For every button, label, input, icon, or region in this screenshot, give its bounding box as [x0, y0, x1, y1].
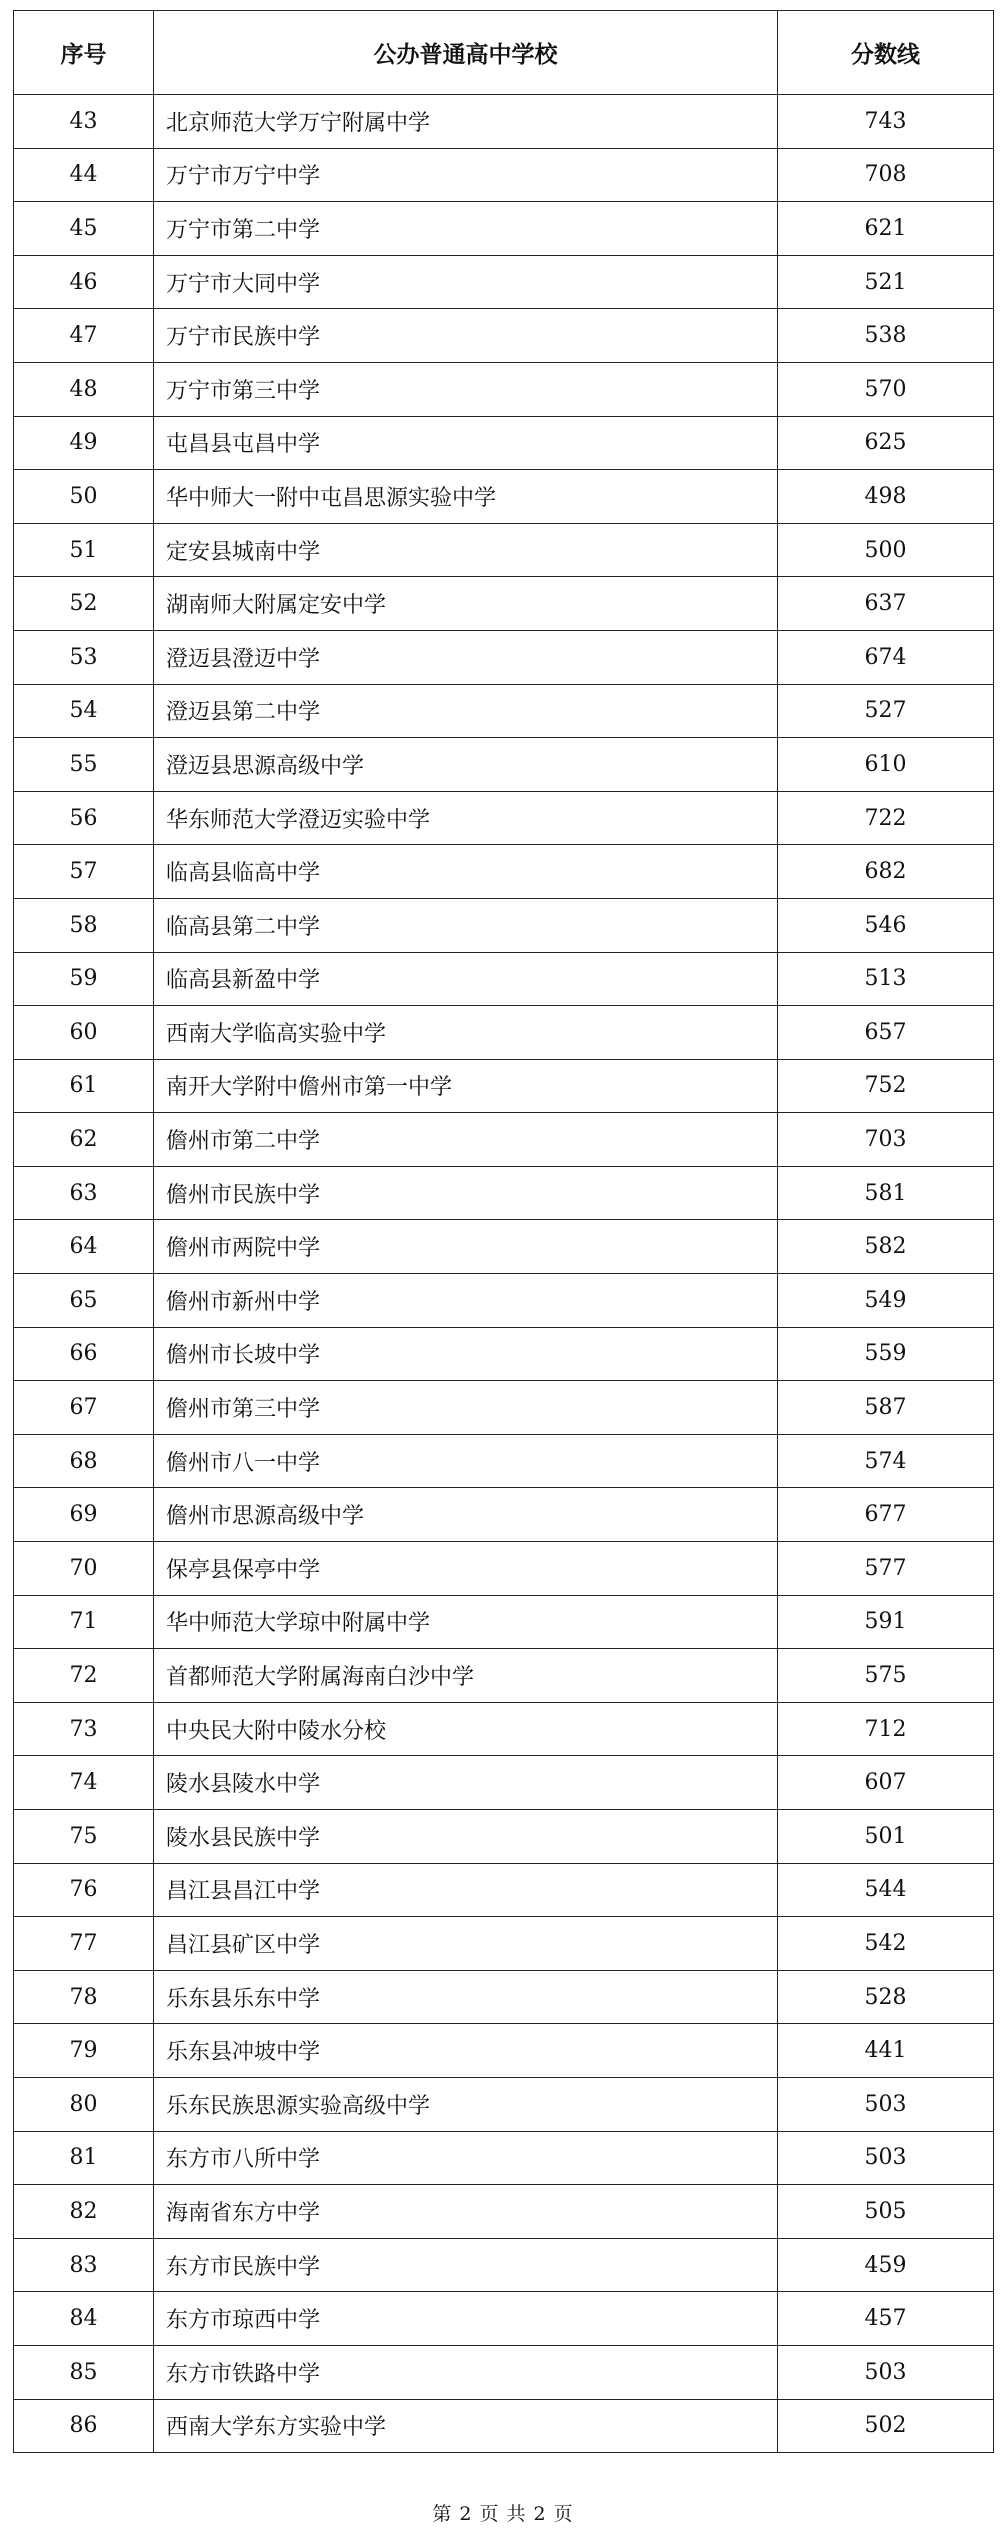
serial-cell: 50	[14, 470, 154, 524]
serial-cell: 57	[14, 845, 154, 899]
table-row	[14, 1756, 994, 1810]
school-name-cell: 西南大学东方实验中学	[154, 2399, 778, 2453]
table-row	[14, 845, 994, 899]
school-name-cell: 海南省东方中学	[154, 2185, 778, 2239]
school-name-cell: 临高县第二中学	[154, 898, 778, 952]
score-cell: 712	[778, 1702, 994, 1756]
score-cell: 570	[778, 362, 994, 416]
table-row	[14, 2399, 994, 2453]
school-name-cell: 澄迈县思源高级中学	[154, 738, 778, 792]
school-name-cell: 西南大学临高实验中学	[154, 1006, 778, 1060]
table-row	[14, 1434, 994, 1488]
serial-cell: 76	[14, 1863, 154, 1917]
serial-cell: 78	[14, 1970, 154, 2024]
score-cell: 621	[778, 202, 994, 256]
score-cell: 574	[778, 1434, 994, 1488]
score-cell: 503	[778, 2131, 994, 2185]
table-row	[14, 1113, 994, 1167]
table-row	[14, 2131, 994, 2185]
table-row	[14, 202, 994, 256]
table-row	[14, 1220, 994, 1274]
serial-cell: 70	[14, 1542, 154, 1596]
header-score: 分数线	[778, 11, 994, 95]
school-name-cell: 保亭县保亭中学	[154, 1542, 778, 1596]
score-cell: 549	[778, 1274, 994, 1328]
school-name-cell: 乐东县乐东中学	[154, 1970, 778, 2024]
table-row	[14, 577, 994, 631]
table-body	[14, 95, 994, 2453]
serial-cell: 72	[14, 1649, 154, 1703]
serial-cell: 47	[14, 309, 154, 363]
serial-cell: 77	[14, 1917, 154, 1971]
serial-cell: 69	[14, 1488, 154, 1542]
serial-cell: 59	[14, 952, 154, 1006]
score-cell: 500	[778, 523, 994, 577]
serial-cell: 81	[14, 2131, 154, 2185]
page-footer: 第 2 页 共 2 页	[432, 2503, 574, 2525]
school-name-cell: 万宁市第二中学	[154, 202, 778, 256]
table-row	[14, 2024, 994, 2078]
school-name-cell: 首都师范大学附属海南白沙中学	[154, 1649, 778, 1703]
serial-cell: 48	[14, 362, 154, 416]
score-cell: 587	[778, 1381, 994, 1435]
score-cell: 521	[778, 255, 994, 309]
score-cell: 503	[778, 2345, 994, 2399]
score-cell: 527	[778, 684, 994, 738]
serial-cell: 45	[14, 202, 154, 256]
school-name-cell: 儋州市新州中学	[154, 1274, 778, 1328]
table-row	[14, 684, 994, 738]
table-header	[14, 11, 994, 95]
table-row	[14, 1059, 994, 1113]
score-cell: 505	[778, 2185, 994, 2239]
school-name-cell: 华东师范大学澄迈实验中学	[154, 791, 778, 845]
serial-cell: 52	[14, 577, 154, 631]
school-name-cell: 中央民大附中陵水分校	[154, 1702, 778, 1756]
table-row	[14, 1274, 994, 1328]
serial-cell: 54	[14, 684, 154, 738]
score-cell: 459	[778, 2238, 994, 2292]
school-name-cell: 儋州市长坡中学	[154, 1327, 778, 1381]
serial-cell: 75	[14, 1810, 154, 1864]
table-row	[14, 1649, 994, 1703]
school-name-cell: 儋州市民族中学	[154, 1166, 778, 1220]
score-cell: 457	[778, 2292, 994, 2346]
table-row	[14, 148, 994, 202]
serial-cell: 61	[14, 1059, 154, 1113]
score-cell: 703	[778, 1113, 994, 1167]
table-row	[14, 1970, 994, 2024]
school-name-cell: 儋州市思源高级中学	[154, 1488, 778, 1542]
school-name-cell: 陵水县陵水中学	[154, 1756, 778, 1810]
table-row	[14, 1166, 994, 1220]
table-row	[14, 2238, 994, 2292]
table-row	[14, 1810, 994, 1864]
table-row	[14, 523, 994, 577]
serial-cell: 83	[14, 2238, 154, 2292]
school-name-cell: 东方市民族中学	[154, 2238, 778, 2292]
serial-cell: 46	[14, 255, 154, 309]
serial-cell: 67	[14, 1381, 154, 1435]
score-cell: 538	[778, 309, 994, 363]
serial-cell: 66	[14, 1327, 154, 1381]
school-name-cell: 万宁市大同中学	[154, 255, 778, 309]
header-row	[14, 11, 994, 95]
score-cell: 625	[778, 416, 994, 470]
score-cell: 559	[778, 1327, 994, 1381]
serial-cell: 60	[14, 1006, 154, 1060]
school-name-cell: 万宁市第三中学	[154, 362, 778, 416]
table-row	[14, 1917, 994, 1971]
serial-cell: 73	[14, 1702, 154, 1756]
school-name-cell: 儋州市第三中学	[154, 1381, 778, 1435]
serial-cell: 68	[14, 1434, 154, 1488]
table-row	[14, 2345, 994, 2399]
score-cell: 528	[778, 1970, 994, 2024]
serial-cell: 49	[14, 416, 154, 470]
school-name-cell: 万宁市万宁中学	[154, 148, 778, 202]
table-row	[14, 362, 994, 416]
header-school: 公办普通高中学校	[154, 11, 778, 95]
score-cell: 441	[778, 2024, 994, 2078]
table-row	[14, 1542, 994, 1596]
table-row	[14, 630, 994, 684]
table-row	[14, 2185, 994, 2239]
school-name-cell: 北京师范大学万宁附属中学	[154, 95, 778, 149]
serial-cell: 82	[14, 2185, 154, 2239]
serial-cell: 43	[14, 95, 154, 149]
serial-cell: 55	[14, 738, 154, 792]
school-name-cell: 乐东县冲坡中学	[154, 2024, 778, 2078]
score-cell: 582	[778, 1220, 994, 1274]
school-name-cell: 陵水县民族中学	[154, 1810, 778, 1864]
score-cell: 542	[778, 1917, 994, 1971]
score-cell: 637	[778, 577, 994, 631]
serial-cell: 53	[14, 630, 154, 684]
serial-cell: 65	[14, 1274, 154, 1328]
table-row	[14, 2292, 994, 2346]
score-table	[13, 10, 994, 2453]
school-name-cell: 昌江县昌江中学	[154, 1863, 778, 1917]
score-cell: 708	[778, 148, 994, 202]
serial-cell: 58	[14, 898, 154, 952]
serial-cell: 79	[14, 2024, 154, 2078]
score-cell: 591	[778, 1595, 994, 1649]
table-row	[14, 1327, 994, 1381]
school-name-cell: 儋州市八一中学	[154, 1434, 778, 1488]
school-name-cell: 儋州市第二中学	[154, 1113, 778, 1167]
table-row	[14, 2077, 994, 2131]
table-row	[14, 255, 994, 309]
score-cell: 513	[778, 952, 994, 1006]
table-row	[14, 1006, 994, 1060]
serial-cell: 62	[14, 1113, 154, 1167]
header-serial: 序号	[14, 11, 154, 95]
table-row	[14, 1595, 994, 1649]
table-row	[14, 738, 994, 792]
serial-cell: 64	[14, 1220, 154, 1274]
score-cell: 498	[778, 470, 994, 524]
serial-cell: 51	[14, 523, 154, 577]
school-name-cell: 屯昌县屯昌中学	[154, 416, 778, 470]
school-name-cell: 临高县新盈中学	[154, 952, 778, 1006]
score-cell: 503	[778, 2077, 994, 2131]
school-name-cell: 华中师范大学琼中附属中学	[154, 1595, 778, 1649]
school-name-cell: 华中师大一附中屯昌思源实验中学	[154, 470, 778, 524]
serial-cell: 85	[14, 2345, 154, 2399]
school-name-cell: 乐东民族思源实验高级中学	[154, 2077, 778, 2131]
score-cell: 501	[778, 1810, 994, 1864]
school-name-cell: 定安县城南中学	[154, 523, 778, 577]
table-row	[14, 791, 994, 845]
score-cell: 577	[778, 1542, 994, 1596]
school-name-cell: 东方市铁路中学	[154, 2345, 778, 2399]
score-cell: 546	[778, 898, 994, 952]
score-cell: 607	[778, 1756, 994, 1810]
table-row	[14, 1702, 994, 1756]
score-cell: 502	[778, 2399, 994, 2453]
table-row	[14, 1863, 994, 1917]
school-name-cell: 湖南师大附属定安中学	[154, 577, 778, 631]
table-row	[14, 1488, 994, 1542]
score-table-container	[13, 10, 993, 2453]
score-cell: 657	[778, 1006, 994, 1060]
serial-cell: 86	[14, 2399, 154, 2453]
school-name-cell: 昌江县矿区中学	[154, 1917, 778, 1971]
table-row	[14, 470, 994, 524]
score-cell: 682	[778, 845, 994, 899]
score-cell: 610	[778, 738, 994, 792]
table-row	[14, 952, 994, 1006]
school-name-cell: 澄迈县第二中学	[154, 684, 778, 738]
score-cell: 743	[778, 95, 994, 149]
score-cell: 674	[778, 630, 994, 684]
school-name-cell: 南开大学附中儋州市第一中学	[154, 1059, 778, 1113]
score-cell: 575	[778, 1649, 994, 1703]
serial-cell: 80	[14, 2077, 154, 2131]
school-name-cell: 儋州市两院中学	[154, 1220, 778, 1274]
serial-cell: 71	[14, 1595, 154, 1649]
serial-cell: 63	[14, 1166, 154, 1220]
score-cell: 752	[778, 1059, 994, 1113]
score-cell: 544	[778, 1863, 994, 1917]
table-row	[14, 309, 994, 363]
serial-cell: 56	[14, 791, 154, 845]
school-name-cell: 临高县临高中学	[154, 845, 778, 899]
school-name-cell: 澄迈县澄迈中学	[154, 630, 778, 684]
score-cell: 581	[778, 1166, 994, 1220]
school-name-cell: 万宁市民族中学	[154, 309, 778, 363]
school-name-cell: 东方市八所中学	[154, 2131, 778, 2185]
table-row	[14, 95, 994, 149]
table-row	[14, 898, 994, 952]
score-cell: 722	[778, 791, 994, 845]
table-row	[14, 1381, 994, 1435]
serial-cell: 44	[14, 148, 154, 202]
score-cell: 677	[778, 1488, 994, 1542]
serial-cell: 84	[14, 2292, 154, 2346]
serial-cell: 74	[14, 1756, 154, 1810]
table-row	[14, 416, 994, 470]
school-name-cell: 东方市琼西中学	[154, 2292, 778, 2346]
